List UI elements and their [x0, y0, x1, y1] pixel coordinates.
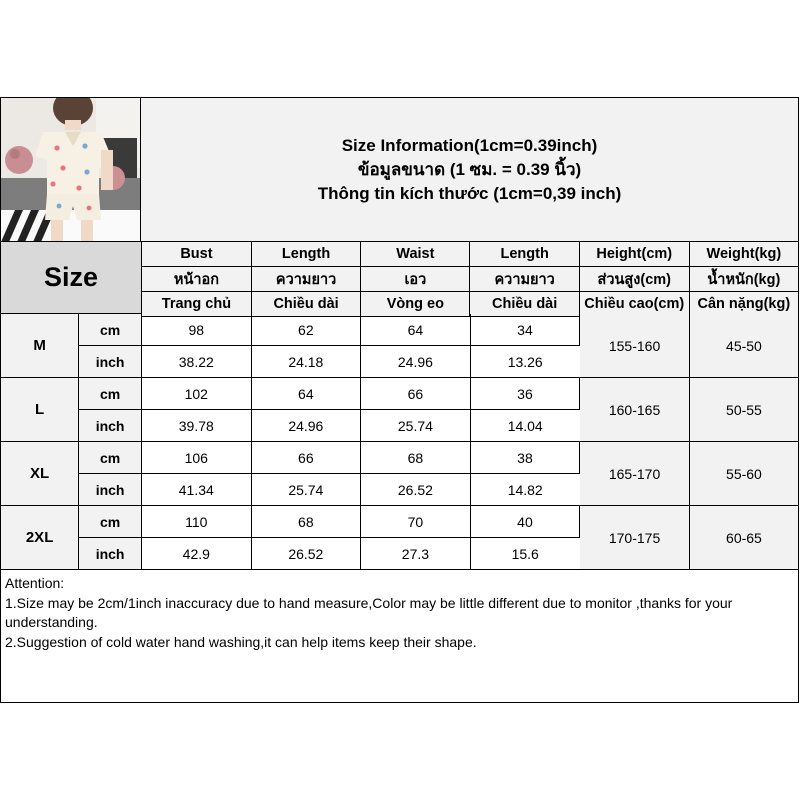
weight-range: 60-65 [689, 506, 798, 570]
length-2-cm: 36 [470, 378, 580, 410]
height-range: 170-175 [580, 506, 690, 570]
length-cm: 66 [251, 442, 361, 474]
col-header-height: Height(cm) [579, 242, 689, 267]
col-header-weight: Weight(kg) [689, 242, 798, 267]
col-header-waist: Waist [361, 242, 470, 267]
header-row-vi [142, 292, 798, 317]
product-image [1, 98, 141, 242]
header-line-vi: Thông tin kích thước (1cm=0,39 inch) [317, 183, 622, 203]
bust-inch: 41.34 [142, 474, 252, 506]
col-header-weight-vi: Cân nặng(kg) [689, 292, 798, 317]
length-2-cm: 38 [470, 442, 580, 474]
attention-note-2: 2.Suggestion of cold water hand washing,it can help items keep their shape. [5, 633, 477, 650]
bust-cm: 110 [142, 506, 252, 538]
table-row [1, 506, 798, 538]
col-header-bust-th: หน้าอก [142, 267, 251, 292]
col-header-weight-th: น้ำหนัก(kg) [689, 267, 798, 292]
attention-title: Attention: [5, 575, 65, 591]
length-inch: 24.18 [251, 346, 361, 378]
length-cm: 64 [251, 378, 361, 410]
product-photo [1, 98, 141, 242]
header-row-th [142, 267, 798, 292]
size-chart [0, 97, 799, 703]
col-header-length-th: ความยาว [251, 267, 360, 292]
col-header-bust-vi: Trang chủ [142, 292, 251, 317]
table-row [1, 314, 798, 346]
waist-cm: 68 [361, 442, 471, 474]
attention-notes [1, 570, 798, 702]
col-header-length-vi: Chiều dài [251, 292, 360, 317]
length-2-inch: 13.26 [470, 346, 580, 378]
unit-inch: inch [79, 474, 142, 506]
length-2-inch: 14.82 [470, 474, 580, 506]
unit-cm: cm [79, 506, 142, 538]
size-cell-l: L [1, 378, 79, 442]
col-header-length: Length [251, 242, 360, 267]
size-table [1, 314, 798, 570]
header-line-en: Size Information(1cm=0.39inch) [341, 135, 598, 155]
col-header-length-2-vi: Chiều dài [470, 292, 579, 317]
waist-inch: 25.74 [361, 410, 471, 442]
waist-inch: 26.52 [361, 474, 471, 506]
bust-inch: 39.78 [142, 410, 252, 442]
size-info-header [141, 98, 798, 242]
length-2-inch: 15.6 [470, 538, 580, 570]
length-2-cm: 34 [470, 314, 580, 346]
waist-cm: 66 [361, 378, 471, 410]
col-header-length-2-th: ความยาว [470, 267, 579, 292]
header-row-en [142, 242, 798, 267]
size-cell-xl: XL [1, 442, 79, 506]
bust-inch: 42.9 [142, 538, 252, 570]
unit-inch: inch [79, 538, 142, 570]
table-row [1, 442, 798, 474]
bust-cm: 98 [142, 314, 252, 346]
col-header-waist-th: เอว [361, 267, 470, 292]
table-row [1, 378, 798, 410]
waist-cm: 70 [361, 506, 471, 538]
length-2-cm: 40 [470, 506, 580, 538]
col-header-length-2: Length [470, 242, 579, 267]
size-cell-2xl: 2XL [1, 506, 79, 570]
length-inch: 25.74 [251, 474, 361, 506]
weight-range: 55-60 [689, 442, 798, 506]
col-header-height-th: ส่วนสูง(cm) [579, 267, 689, 292]
length-cm: 68 [251, 506, 361, 538]
bust-inch: 38.22 [142, 346, 252, 378]
height-range: 160-165 [580, 378, 690, 442]
attention-note-1: 1.Size may be 2cm/1inch inaccuracy due to hand measure,Color may be little different due to monitor ,thanks for your understanding. [5, 594, 733, 630]
size-cell-m: M [1, 314, 79, 378]
unit-cm: cm [79, 378, 142, 410]
length-2-inch: 14.04 [470, 410, 580, 442]
unit-inch: inch [79, 346, 142, 378]
waist-inch: 27.3 [361, 538, 471, 570]
waist-inch: 24.96 [361, 346, 471, 378]
col-header-height-vi: Chiều cao(cm) [579, 292, 689, 317]
col-header-waist-vi: Vòng eo [361, 292, 470, 317]
waist-cm: 64 [361, 314, 471, 346]
length-inch: 24.96 [251, 410, 361, 442]
weight-range: 45-50 [689, 314, 798, 378]
unit-cm: cm [79, 442, 142, 474]
height-range: 165-170 [580, 442, 690, 506]
column-headers [142, 242, 798, 317]
size-header: Size [1, 242, 142, 314]
weight-range: 50-55 [689, 378, 798, 442]
bust-cm: 102 [142, 378, 252, 410]
length-cm: 62 [251, 314, 361, 346]
height-range: 155-160 [580, 314, 690, 378]
unit-inch: inch [79, 410, 142, 442]
col-header-bust: Bust [142, 242, 251, 267]
bust-cm: 106 [142, 442, 252, 474]
unit-cm: cm [79, 314, 142, 346]
length-inch: 26.52 [251, 538, 361, 570]
header-line-th: ข้อมูลขนาด (1 ซม. = 0.39 นิ้ว) [357, 159, 582, 179]
